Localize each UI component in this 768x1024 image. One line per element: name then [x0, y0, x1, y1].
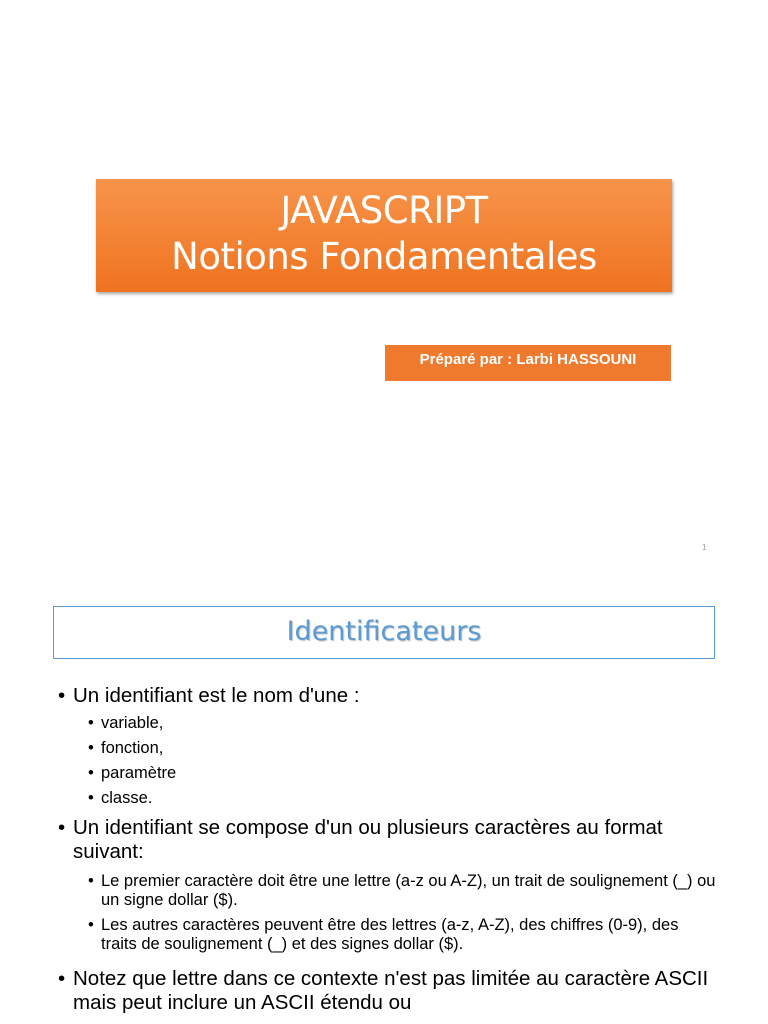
slide-identificateurs: [0, 586, 768, 1024]
sub-bullet-item: • Le premier caractère doit être une lettre (a-z ou A-Z), un trait de soulignement (_) ou un signe dollar ($).: [58, 872, 718, 910]
bullet-item: • Un identifiant est le nom d'une :: [58, 684, 718, 708]
sub-bullet-item: • variable,: [58, 714, 718, 733]
title-line-1: JAVASCRIPT: [280, 189, 488, 232]
sub-bullet-item: • Les autres caractères peuvent être des lettres (a-z, A-Z), des chiffres (0-9), des traits de soulignement (_) et des signes dollar ($).: [58, 916, 718, 954]
bullet-item: • Notez que lettre dans ce contexte n'est pas limitée au caractère ASCII mais peut inclure un ASCII étendu ou: [58, 967, 718, 1015]
sub-bullet-item: • classe.: [58, 789, 718, 808]
slide-divider: [0, 572, 768, 586]
page-number: 1: [702, 543, 707, 552]
sub-bullet-item: • paramètre: [58, 764, 718, 783]
author-label: Préparé par : Larbi HASSOUNI: [385, 345, 671, 381]
title-box: [96, 179, 672, 292]
slide-heading: Identificateurs: [53, 606, 715, 659]
bullet-list: [58, 684, 718, 1015]
sub-bullet-item: • fonction,: [58, 739, 718, 758]
bullet-item: • Un identifiant se compose d'un ou plusieurs caractères au format suivant:: [58, 816, 718, 864]
title-line-2: Notions Fondamentales: [171, 235, 597, 278]
